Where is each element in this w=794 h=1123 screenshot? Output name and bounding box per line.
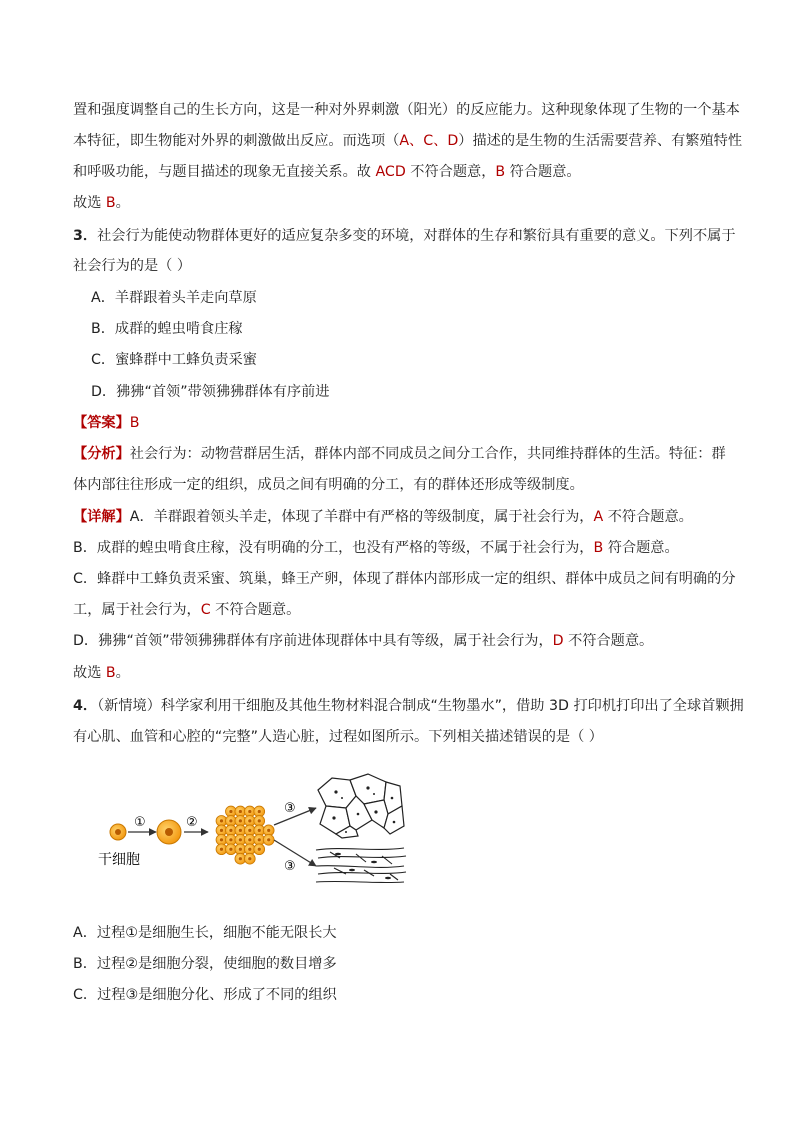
question-3-option-d: D．狒狒“首领”带领狒狒群体有序前进 bbox=[91, 384, 330, 400]
polygonal-tissue-icon bbox=[318, 774, 404, 838]
cluster-cell-nucleus bbox=[239, 819, 242, 822]
stem-cell-icon bbox=[110, 824, 126, 840]
cluster-cell-nucleus bbox=[220, 838, 223, 841]
step1-label: ① bbox=[134, 815, 146, 830]
select-answer-line: 故选 B。 bbox=[73, 195, 130, 211]
cluster-cell-nucleus bbox=[258, 838, 261, 841]
step2-label: ② bbox=[186, 815, 198, 830]
cluster-cell-nucleus bbox=[239, 810, 242, 813]
question-3-option-a: A．羊群跟着头羊走向草原 bbox=[91, 290, 257, 306]
paragraph-line: 和呼吸功能，与题目描述的现象无直接关系。故 ACD 不符合题意，B 符合题意。 bbox=[73, 164, 581, 180]
paragraph-line: 置和强度调整自己的生长方向，这是一种对外界刺激（阳光）的反应能力。这种现象体现了生物的一个基本 bbox=[73, 102, 740, 118]
cluster-cell-nucleus bbox=[239, 857, 242, 860]
cluster-cell-nucleus bbox=[220, 848, 223, 851]
question-3-option-b: B．成群的蝗虫啃食庄稼 bbox=[91, 321, 243, 337]
step3-label-lower: ③ bbox=[284, 859, 296, 874]
cluster-cell-nucleus bbox=[248, 857, 251, 860]
cluster-cell-nucleus bbox=[220, 829, 223, 832]
cluster-cell-nucleus bbox=[229, 829, 232, 832]
cluster-cell-nucleus bbox=[248, 838, 251, 841]
question-4-option-a: A．过程①是细胞生长，细胞不能无限长大 bbox=[73, 925, 337, 941]
detail-line: C．蜂群中工蜂负责采蜜、筑巢，蜂王产卵，体现了群体内部形成一定的组织、群体中成员之间有明确的分 bbox=[73, 571, 736, 587]
cluster-cell-nucleus bbox=[239, 838, 242, 841]
detail-line: 工，属于社会行为，C 不符合题意。 bbox=[73, 602, 301, 618]
cluster-cell-nucleus bbox=[239, 848, 242, 851]
cluster-cell-nucleus bbox=[267, 838, 270, 841]
cluster-cell-nucleus bbox=[267, 829, 270, 832]
cluster-cell-nucleus bbox=[258, 848, 261, 851]
cluster-cell-nucleus bbox=[248, 810, 251, 813]
cluster-cell-nucleus bbox=[248, 829, 251, 832]
question-4-stem-line2: 有心肌、血管和心腔的“完整”人造心脏，过程如图所示。下列相关描述错误的是（ ） bbox=[73, 729, 603, 745]
select-answer-line: 故选 B。 bbox=[73, 665, 130, 681]
option-letters: A、C、D bbox=[399, 133, 459, 149]
question-3-stem: 3．社会行为能使动物群体更好的适应复杂多变的环境，对群体的生存和繁衍具有重要的意义。下列不属于 bbox=[73, 228, 736, 244]
cluster-cell-nucleus bbox=[229, 838, 232, 841]
detail-line: D．狒狒“首领”带领狒狒群体有序前进体现群体中具有等级，属于社会行为，D 不符合题意。 bbox=[73, 633, 654, 649]
cluster-cell-nucleus bbox=[239, 829, 242, 832]
cell-cluster-icon bbox=[216, 806, 274, 864]
paragraph-line: 本特征，即生物能对外界的刺激做出反应。而选项（A、C、D）描述的是生物的生活需要营养、有繁殖特性 bbox=[73, 133, 743, 149]
muscle-tissue-icon bbox=[316, 848, 406, 883]
cluster-cell-nucleus bbox=[229, 819, 232, 822]
cluster-cell-nucleus bbox=[258, 829, 261, 832]
cluster-cell-nucleus bbox=[248, 819, 251, 822]
analysis-line: 【分析】社会行为：动物营群居生活，群体内部不同成员之间分工合作，共同维持群体的生活。特征：群 bbox=[73, 446, 726, 462]
cluster-cell-nucleus bbox=[258, 810, 261, 813]
stem-cell-label: 干细胞 bbox=[98, 852, 140, 868]
question-4-option-c: C．过程③是细胞分化、形成了不同的组织 bbox=[73, 987, 337, 1003]
cluster-cell-nucleus bbox=[258, 819, 261, 822]
answer-line: 【答案】B bbox=[73, 415, 140, 431]
question-4-option-b: B．过程②是细胞分裂，使细胞的数目增多 bbox=[73, 956, 337, 972]
question-4-stem: 4．（新情境）科学家利用干细胞及其他生物材料混合制成“生物墨水”，借助 3D 打印机打印出了全球首颗拥 bbox=[73, 698, 744, 714]
cluster-cell-nucleus bbox=[229, 810, 232, 813]
step3-label-upper: ③ bbox=[284, 801, 296, 816]
detail-line: 【详解】A．羊群跟着领头羊走，体现了羊群中有严格的等级制度，属于社会行为，A 不符合题意。 bbox=[73, 509, 693, 525]
cluster-cell-nucleus bbox=[220, 819, 223, 822]
analysis-line-2: 体内部往往形成一定的组织，成员之间有明确的分工，有的群体还形成等级制度。 bbox=[73, 477, 584, 493]
question-3-stem-line2: 社会行为的是（ ） bbox=[73, 258, 192, 274]
question-3-option-c: C．蜜蜂群中工蜂负责采蜜 bbox=[91, 352, 257, 368]
cluster-cell-nucleus bbox=[229, 848, 232, 851]
grown-cell-icon bbox=[157, 820, 181, 844]
stem-cell-diagram bbox=[94, 770, 414, 895]
cluster-cell-nucleus bbox=[248, 848, 251, 851]
detail-line: B．成群的蝗虫啃食庄稼，没有明确的分工，也没有严格的等级，不属于社会行为，B 符合题意。 bbox=[73, 540, 679, 556]
